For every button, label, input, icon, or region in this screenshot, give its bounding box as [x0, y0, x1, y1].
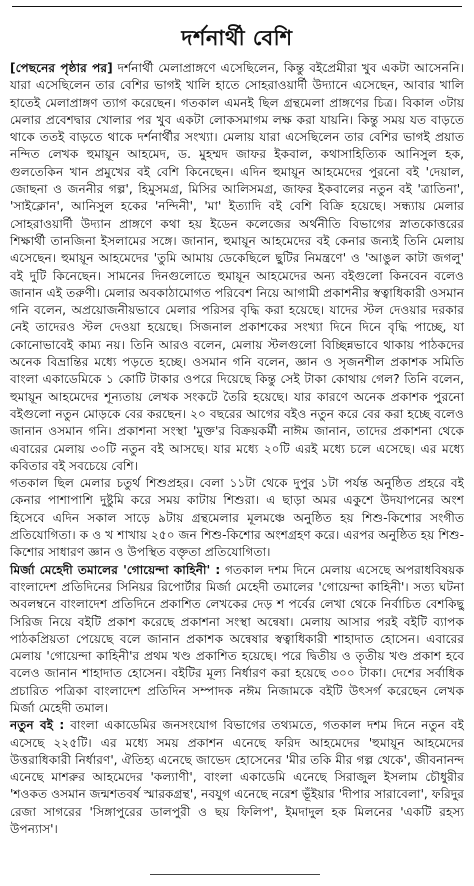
- paragraph-2: [10, 475, 464, 561]
- top-rule: [12, 6, 462, 7]
- paragraph-1-text: দর্শনার্থী মেলাপ্রাঙ্গণে এসেছিলেন, কিন্তু বইপ্রেমীরা খুব একটা আসেননি। যারা এসেছিলেন তার বেশির ভাগই খালি হাতে সোহরাওয়ার্দী উদ্যানে এসেছেন, আবার খালি হাতেই মেলাপ্রাঙ্গণ ত্যাগ করেছেন। গতকাল এমনই ছিল গ্রন্থমেলা প্রাঙ্গণের চিত্র। বিকাল ৩টায় মেলার প্রবেশদ্বার খোলার পর খুব একটা লোকসমাগম লক্ষ করা যায়নি। কিন্তু সময় যত বাড়তে থাকে ততই বাড়তে থাকে দর্শনার্থীর সংখ্যা। মেলায় যারা এসেছিলেন তার বেশির ভাগই প্রয়াত নন্দিত লেখক হুমায়ূন আহমেদ, ড. মুহম্মদ জাফর ইকবাল, কথাসাহিত্যিক আনিসুল হক, গুলতেকিন খান প্রমুখের বই বেশি কিনেছেন। এদিন হুমায়ূন আহমেদের পুরনো বই 'দেয়াল, জোছনা ও জননীর গল্প', হিমুসমগ্র, মিসির আলিসমগ্র, জাফর ইকবালের নতুন বই 'ত্রাতিনা', 'সাইক্লোন', আনিসুল হকের 'নন্দিনী', 'মা' ইত্যাদি বই বেশি বিক্রি হয়েছে। সন্ধ্যায় মেলার সোহরাওয়ার্দী উদ্যান প্রাঙ্গণে কথা হয় ইডেন কলেজের অর্থনীতি বিভাগের স্নাতকোত্তরের শিক্ষার্থী তানজিনা ইসলামের সঙ্গে। জানান, হুমায়ূন আহমেদের বই কেনার জন্যই তিনি মেলায় এসেছেন। হুমায়ূন আহমেদের 'তুমি আমায় ডেকেছিলে ছুটির নিমন্ত্রণে' ও 'আঙুল কাটা জগলু' বই দুটি কিনেছেন। সামনের দিনগুলোতে হুমায়ূন আহমেদের অন্য বইগুলো কিনবেন বলেও জানান এই তরুণী। মেলার অবকাঠামোগত পরিবেশ নিয়ে আগামী প্রকাশনীর স্বত্বাধিকারী ওসমান গনি বলেন, অপ্রয়োজনীয়ভাবে মেলার পরিসর বৃদ্ধি করা হয়েছে। যাদের স্টল দেওয়ার দরকার নেই তাদেরও স্টল দেওয়া হয়েছে। সিজনাল প্রকাশকের সংখ্যা দিনে দিনে বৃদ্ধি পাচ্ছে, যা কোনোভাবেই কাম্য নয়। তিনি আরও বলেন, মেলায় স্টলগুলো বিচ্ছিন্নভাবে থাকায় পাঠকদের অনেক বিভ্রান্তির মধ্যে পড়তে হচ্ছে। ওসমান গনি বলেন, জ্ঞান ও সৃজনশীল প্রকাশক সমিতি বাংলা একাডেমিকে ১ কোটি টাকার ওপরে দিয়েছে কিন্তু সেই টাকা কোথায় গেল? তিনি বলেন, হুমায়ূন আহমেদের শূন্যতায় লেখক সংকটে তৈরি হয়েছে। যার কারণে অনেক প্রকাশক পুরনো বইগুলো নতুন মোড়কে বের করছেন। ২০ বছরের আগের বইও নতুন করে বের করা হচ্ছে বলেও জানান ওসমান গনি। প্রকাশনা সংস্থা 'মুক্ত'র বিক্রয়কর্মী নাঈম জানান, তাদের প্রকাশনা থেকে এবারের মেলায় ৩০টি নতুন বই আসছে। যার মধ্যে ২০টি এরই মধ্যে চলে এসেছে। এর মধ্যে কবিতার বই সবচেয়ে বেশি।: [10, 61, 464, 473]
- paragraph-3: [10, 562, 464, 718]
- headline: দর্শনার্থী বেশি: [181, 26, 293, 50]
- paragraph-1: [10, 60, 464, 475]
- paragraph-4: [10, 717, 464, 838]
- article-body: [10, 60, 464, 838]
- paragraph-3-lead: মির্জা মেহেদী তমালের 'গোয়েন্দা কাহিনী' :: [10, 562, 221, 577]
- paragraph-4-text: বাংলা একাডেমির জনসংযোগ বিভাগের তথ্যমতে, গতকাল দশম দিনে নতুন বই এসেছে ২২৫টি। এর মধ্যে সময় প্রকাশন এনেছে ফরিদ আহমেদের 'হুমায়ূন আহমেদের উত্তরাধিকারী নির্ধারণ', ঐতিহ্য এনেছে জাভেদ হোসেনের 'মীর তকি মীর গল্প থেকে', জীবনানন্দ এনেছে মাশরুর আহমেদের 'কল্যাণী', বাংলা একাডেমি এনেছে সিরাজুল ইসলাম চৌধুরীর 'শওকত ওসমান জন্মশতবর্ষ স্মারকগ্রন্থ', নবযুগ এনেছে নরেশ ভূঁইয়ার 'দীপার সারাবেলা', ফরিদুর রেজা সাগরের 'সিঙ্গাপুরের ডালপুরী ও ছয় ফিলিপ', ইমদাদুল হক মিলনের 'একটি রহস্য উপন্যাস'।: [10, 718, 464, 837]
- paragraph-4-lead: নতুন বই :: [10, 718, 65, 733]
- bottom-cut-edge: [150, 874, 320, 886]
- paragraph-1-lead: [পেছনের পৃষ্ঠার পর]: [10, 61, 113, 75]
- paragraph-3-text: গতকাল দশম দিনে মেলায় এসেছে অপরাধবিষয়ক বাংলাদেশ প্রতিদিনের সিনিয়র রিপোর্টার মির্জা মেহেদী তমালের 'গোয়েন্দা কাহিনী'। সত্য ঘটনা অবলম্বনে বাংলাদেশ প্রতিদিনে প্রকাশিত লেখকের দেড় শ পর্বের লেখা থেকে নির্বাচিত বেশকিছু সিরিজ নিয়ে বইটি প্রকাশ করেছে প্রকাশনা সংস্থা অন্বেষা। মেলায় আসার পরই বইটি ব্যাপক পাঠকপ্রিয়তা পেয়েছে বলে জানান প্রকাশক অন্বেষার স্বত্বাধিকারী শাহাদাত হোসেন। এবারের মেলায় 'গোয়েন্দা কাহিনী'র প্রথম খণ্ড প্রকাশিত হয়েছে। পরে দ্বিতীয় ও তৃতীয় খণ্ড প্রকাশ হবে বলেও জানান শাহাদাত হোসেন। বইটির মূল্য নির্ধারণ করা হয়েছে ৩০০ টাকা। দেশের সর্বাধিক প্রচারিত পত্রিকা বাংলাদেশ প্রতিদিন সম্পাদক নঈম নিজামকে বইটি উৎসর্গ করেছেন লেখক মির্জা মেহেদী তমাল।: [10, 562, 464, 715]
- paragraph-2-text: গতকাল ছিল মেলার চতুর্থ শিশুপ্রহর। বেলা ১১টা থেকে দুপুর ১টা পর্যন্ত অনুষ্ঠিত প্রহরে বই কেনার পাশাপাশি দুষ্টুমি করে সময় কাটায় শিশুরা। এ ছাড়া অমর একুশে উদযাপনের অংশ হিসেবে এদিন সকাল সাড়ে ৯টায় গ্রন্থমেলার মূলমঞ্চে অনুষ্ঠিত হয় শিশু-কিশোর সংগীত প্রতিযোগিতা। ক ও খ শাখায় ২৫০ জন শিশু-কিশোর অংশগ্রহণ করে। এরপর অনুষ্ঠিত হয় শিশু-কিশোর সাধারণ জ্ঞান ও উপস্থিত বক্তৃতা প্রতিযোগিতা।: [10, 476, 464, 560]
